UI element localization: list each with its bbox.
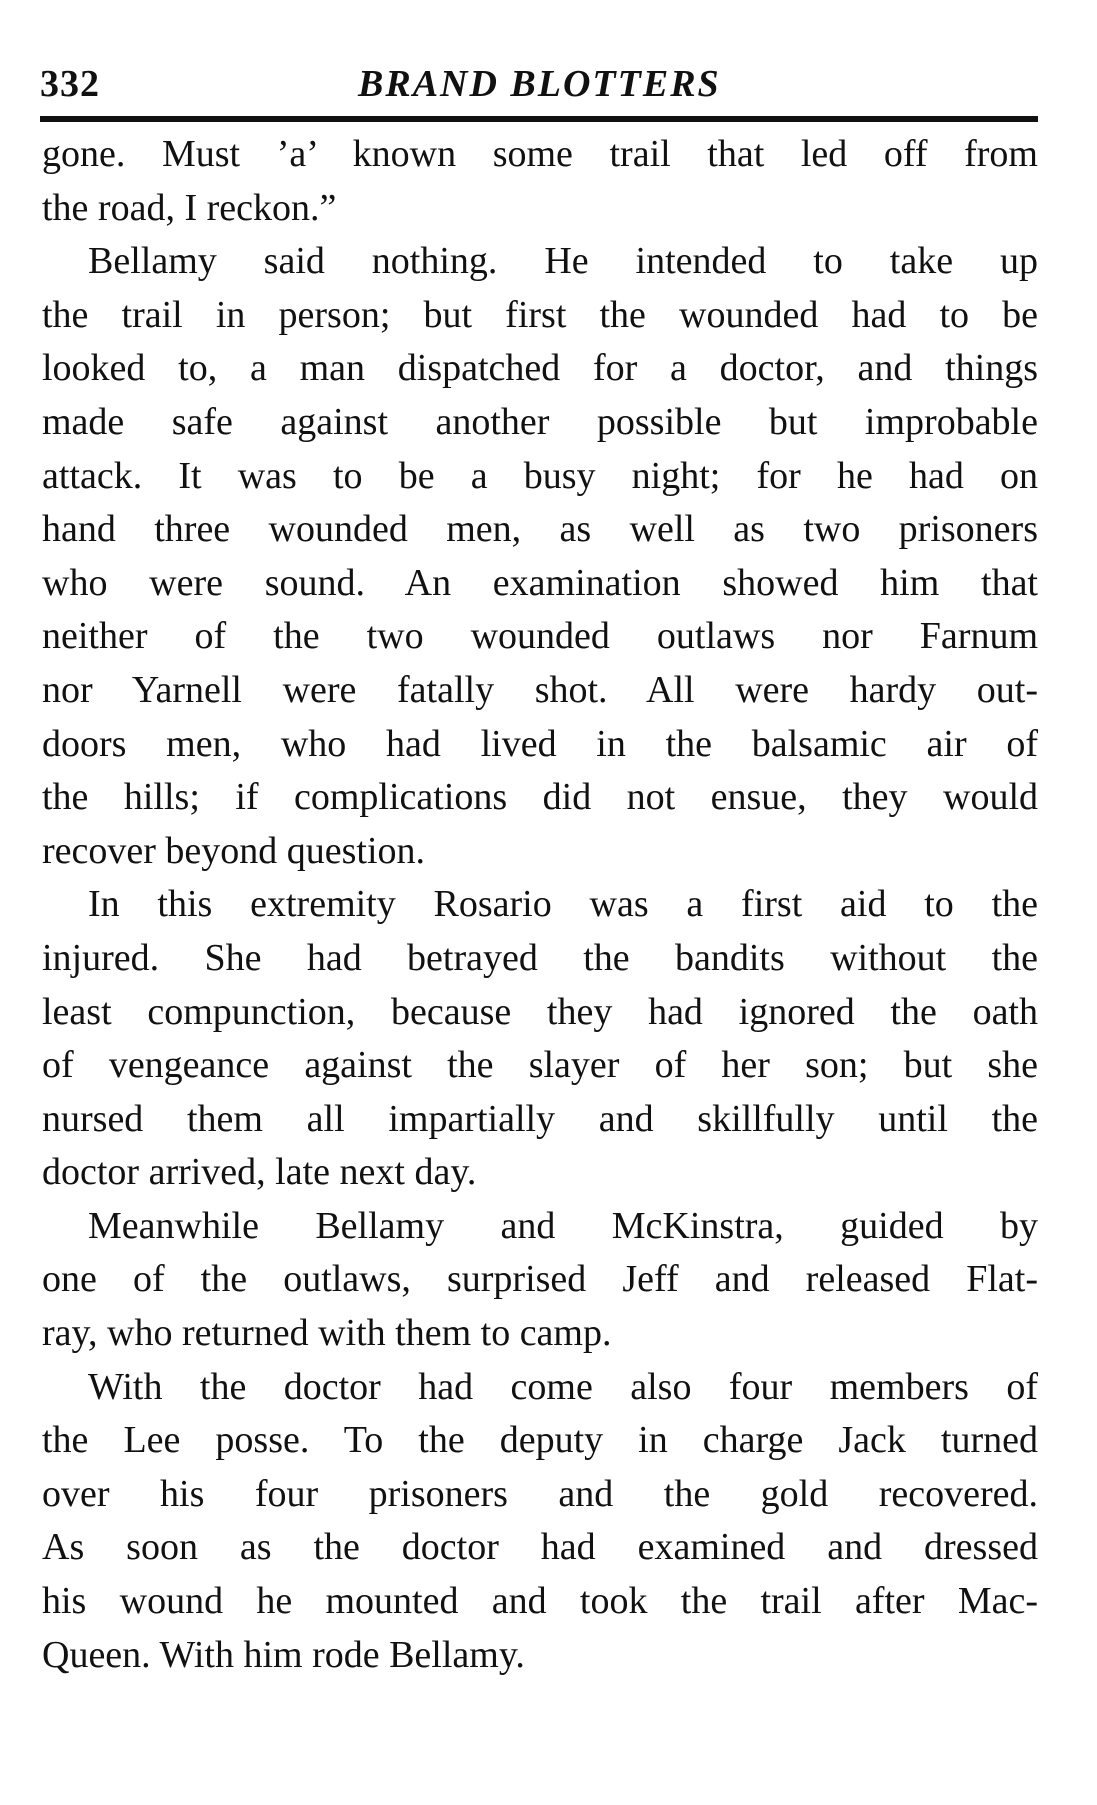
text-line: In this extremity Rosario was a first aid to the (88, 883, 1038, 926)
text-line: As soon as the doctor had examined and dressed (42, 1526, 1038, 1569)
text-line: nor Yarnell were fatally shot. All were hardy out- (42, 668, 1038, 711)
text-line: of vengeance against the slayer of her son; but she (42, 1044, 1038, 1087)
text-line: looked to, a man dispatched for a doctor, and things (42, 347, 1038, 390)
text-line: gone. Must ’a’ known some trail that led off from (42, 133, 1038, 175)
text-line: recover beyond question. (42, 829, 426, 872)
text-line: attack. It was to be a busy night; for he had on (42, 454, 1038, 497)
text-line: who were sound. An examination showed him that (42, 561, 1038, 604)
text-line: doctor arrived, late next day. (42, 1151, 477, 1194)
text-line: made safe against another possible but improbable (42, 400, 1038, 443)
text-line: the road, I reckon.” (42, 186, 337, 229)
text-line: Bellamy said nothing. He intended to take up (88, 240, 1038, 283)
text-line: neither of the two wounded outlaws nor Farnum (42, 615, 1038, 658)
text-line: his wound he mounted and took the trail after Mac- (42, 1580, 1038, 1623)
text-line: hand three wounded men, as well as two prisoners (42, 508, 1038, 551)
running-title: BRAND BLOTTERS (358, 63, 721, 105)
header-rule (40, 116, 1038, 122)
text-line: one of the outlaws, surprised Jeff and released Flat- (42, 1258, 1038, 1301)
text-line: the Lee posse. To the deputy in charge Jack turned (42, 1419, 1038, 1462)
text-line: doors men, who had lived in the balsamic air of (42, 722, 1038, 765)
text-line: Meanwhile Bellamy and McKinstra, guided by (88, 1204, 1038, 1247)
text-line: the trail in person; but first the wounded had to be (42, 293, 1038, 336)
page-number: 332 (40, 63, 100, 105)
text-line: least compunction, because they had ignored the oath (42, 990, 1038, 1033)
text-line: nursed them all impartially and skillfully until the (42, 1097, 1038, 1140)
body-text (42, 128, 1038, 1682)
text-line: the hills; if complications did not ensue, they would (42, 776, 1038, 819)
text-line: With the doctor had come also four members of (88, 1365, 1038, 1408)
page-header (40, 62, 1040, 106)
text-line: Queen. With him rode Bellamy. (42, 1633, 525, 1676)
text-line: injured. She had betrayed the bandits without the (42, 936, 1038, 979)
text-line: ray, who returned with them to camp. (42, 1312, 612, 1355)
text-line: over his four prisoners and the gold recovered. (42, 1472, 1038, 1515)
